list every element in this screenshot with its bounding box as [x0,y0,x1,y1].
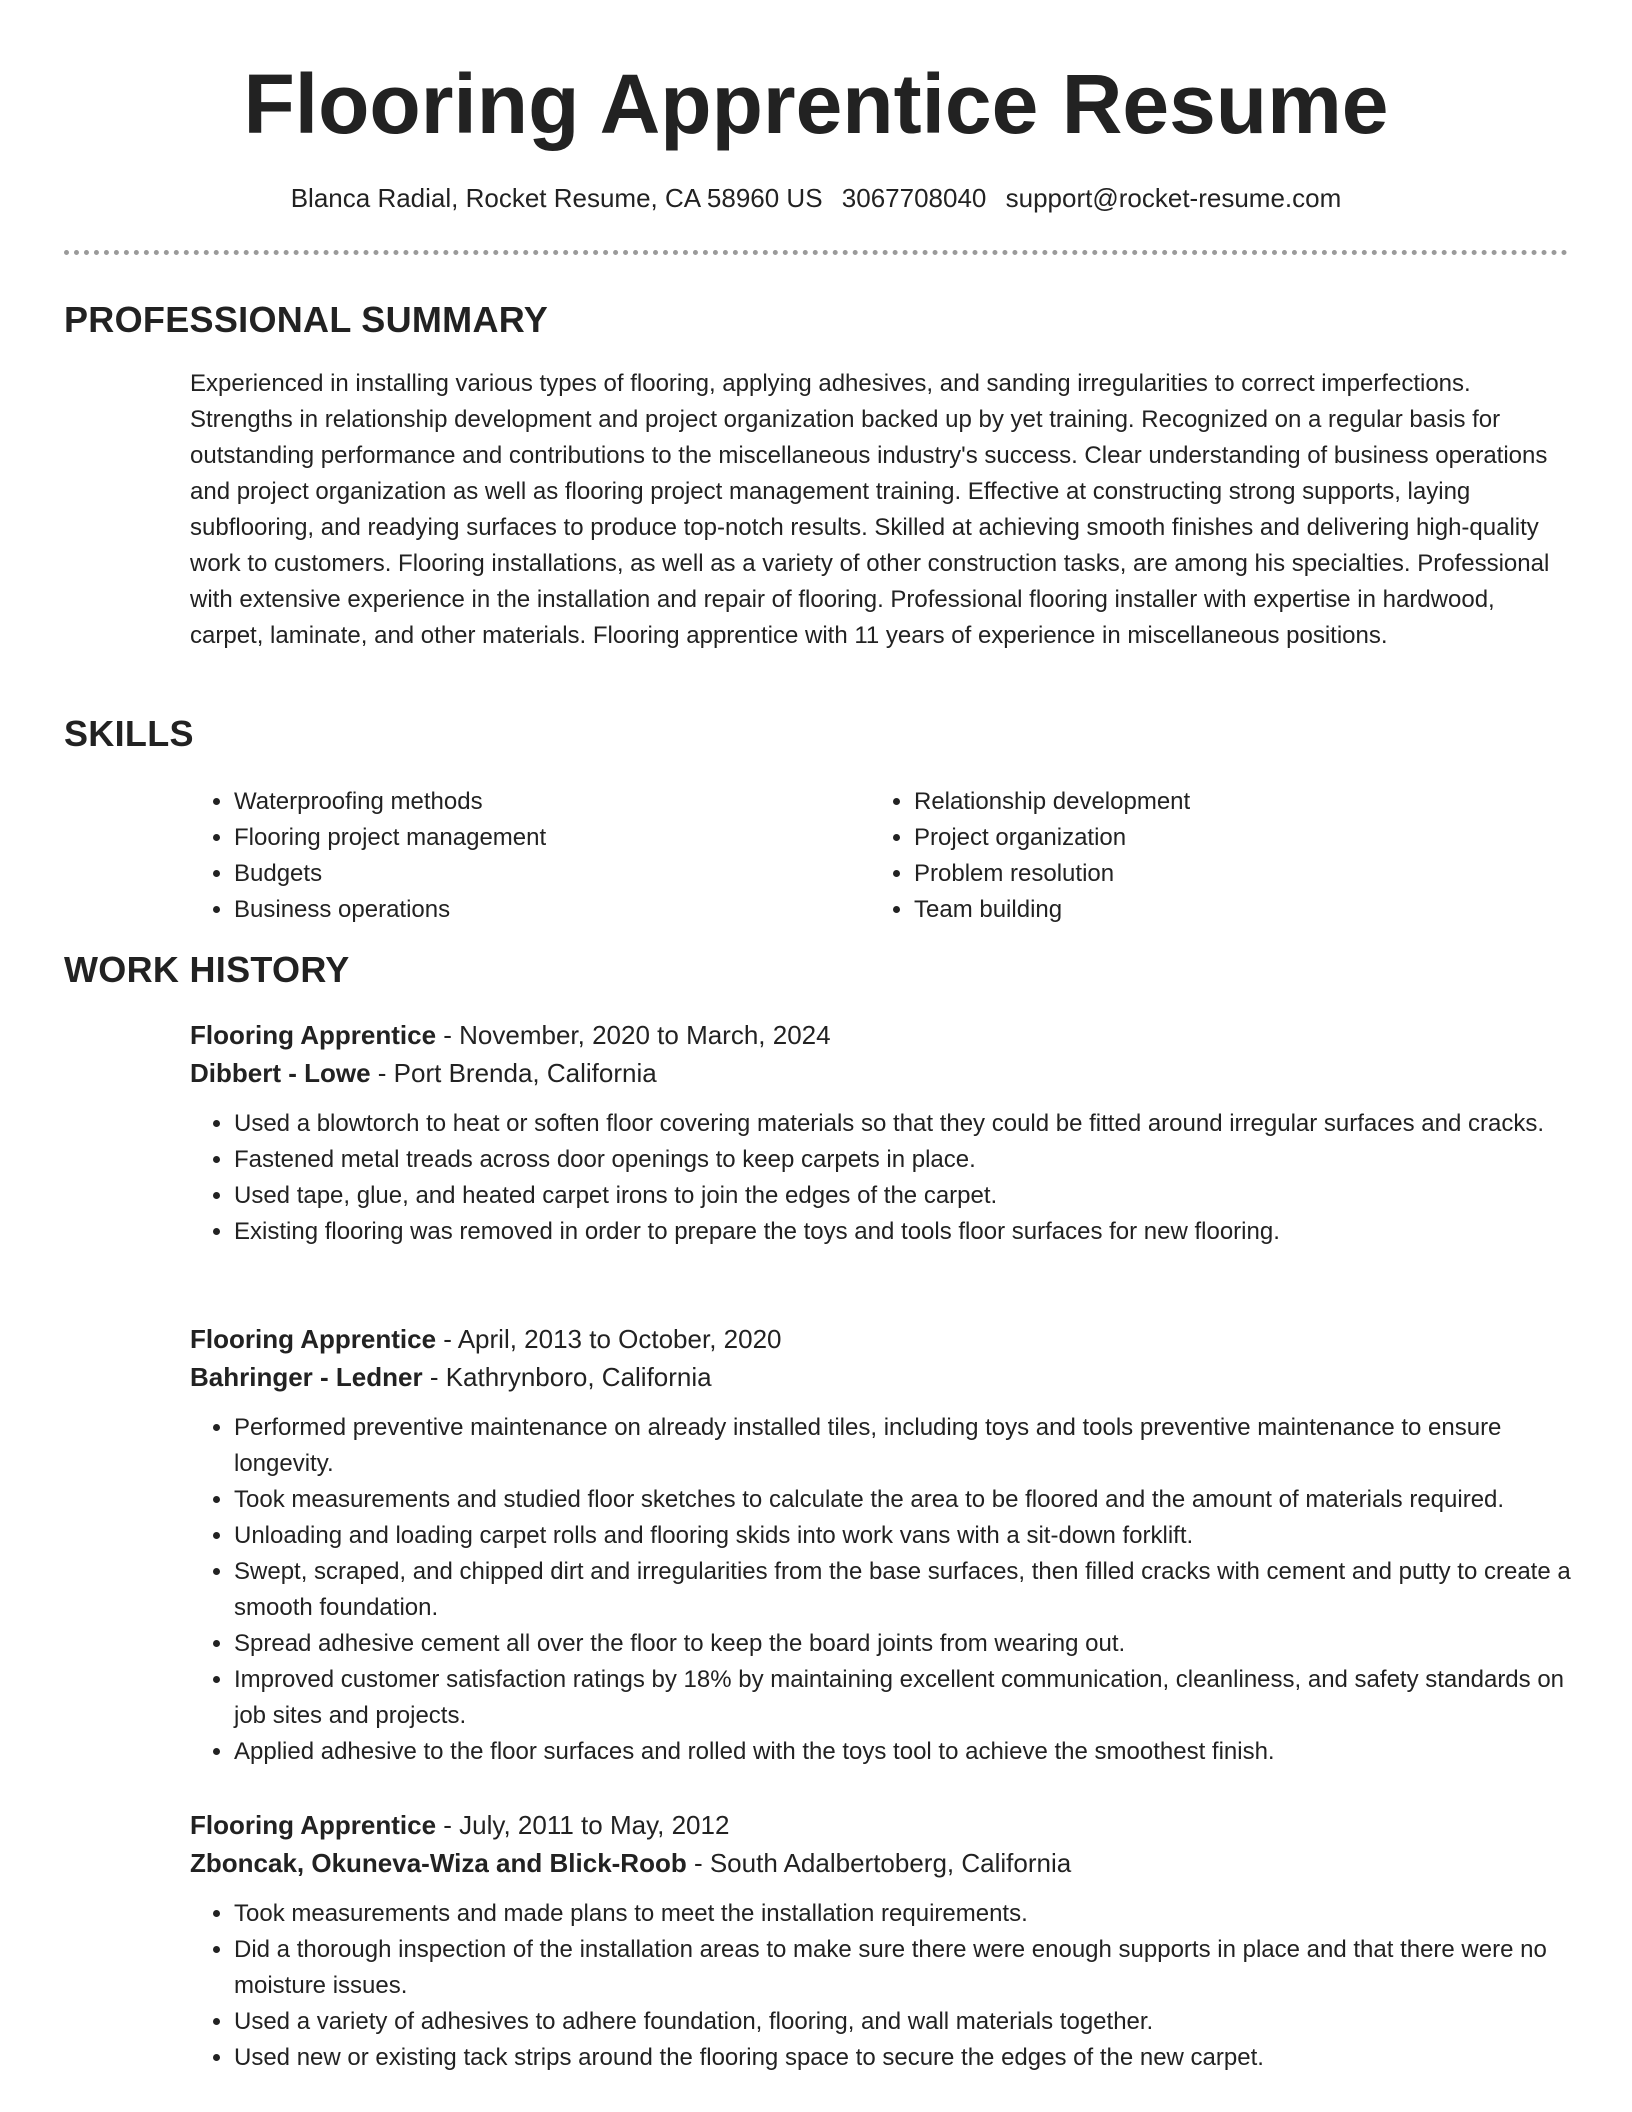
job-role-line [190,1016,1580,1054]
skill-item: • Problem resolution [914,856,1510,892]
skill-item: • Waterproofing methods [234,784,830,820]
job-bullets [190,1410,1580,1770]
job-role: Flooring Apprentice [190,1324,437,1354]
job-role-line [190,1320,1580,1358]
dotted-divider [64,250,1568,255]
skill-item: • Business operations [234,892,830,928]
contact-line [0,180,1632,216]
job-bullets [190,1106,1580,1250]
job-role: Flooring Apprentice [190,1810,437,1840]
job-entry [190,1016,1580,1250]
section-title-summary: PROFESSIONAL SUMMARY [64,299,549,340]
job-bullet: • Did a thorough inspection of the installation areas to make sure there were enough supports in place and that there were no moisture issues. [234,1932,1580,2004]
job-company-line [190,1358,1580,1396]
section-title-skills: SKILLS [64,713,194,754]
job-bullet: • Performed preventive maintenance on already installed tiles, including toys and tools preventive maintenance to ensure longevity. [234,1410,1580,1482]
job-role-line [190,1806,1580,1844]
job-company-line [190,1054,1580,1092]
job-company: Zboncak, Okuneva-Wiza and Blick-Roob [190,1848,687,1878]
job-bullet: • Used a blowtorch to heat or soften floor covering materials so that they could be fitted around irregular surfaces and cracks. [234,1106,1580,1142]
contact-email: support@rocket-resume.com [1005,183,1342,213]
summary-text: Experienced in installing various types of flooring, applying adhesives, and sanding irregularities to correct imperfections. Strengths in relationship development and project organization backed up by yet training. Recognized on a regular basis for outstanding performance and contributions to the miscellaneous industry's success. Clear understanding of business operations and project organization as well as flooring project management training. Effective at constructing strong supports, laying subflooring, and readying surfaces to produce top-notch results. Skilled at achieving smooth finishes and delivering high-quality work to customers. Flooring installations, as well as a variety of other construction tasks, are among his specialties. Professional with extensive experience in the installation and repair of flooring. Professional flooring installer with expertise in hardwood, carpet, laminate, and other materials. Flooring apprentice with 11 years of experience in miscellaneous positions. [190,370,1550,649]
job-company: Dibbert - Lowe [190,1058,371,1088]
contact-phone: 3067708040 [841,183,987,213]
job-bullet: • Used a variety of adhesives to adhere foundation, flooring, and wall materials together. [234,2004,1580,2040]
job-location: - Port Brenda, California [370,1058,657,1088]
job-bullet: • Took measurements and studied floor sketches to calculate the area to be floored and the amount of materials required. [234,1482,1580,1518]
skill-item: • Budgets [234,856,830,892]
job-entry [190,1320,1580,1770]
job-role: Flooring Apprentice [190,1020,437,1050]
job-bullet: • Used new or existing tack strips around the flooring space to secure the edges of the new carpet. [234,2040,1580,2076]
job-bullet: • Used tape, glue, and heated carpet irons to join the edges of the carpet. [234,1178,1580,1214]
job-company-line [190,1844,1580,1882]
skills-column-left [190,784,830,928]
job-bullet: • Spread adhesive cement all over the floor to keep the board joints from wearing out. [234,1626,1580,1662]
job-bullet: • Improved customer satisfaction ratings by 18% by maintaining excellent communication, cleanliness, and safety standards on job sites and projects. [234,1662,1580,1734]
skill-item: • Relationship development [914,784,1510,820]
contact-address: Blanca Radial, Rocket Resume, CA 58960 US [290,183,823,213]
section-title-work-history: WORK HISTORY [64,949,350,990]
skill-item: • Team building [914,892,1510,928]
job-bullet: • Applied adhesive to the floor surfaces and rolled with the toys tool to achieve the smoothest finish. [234,1734,1580,1770]
job-dates: - November, 2020 to March, 2024 [436,1020,831,1050]
job-bullet: • Swept, scraped, and chipped dirt and irregularities from the base surfaces, then filled cracks with cement and putty to create a smooth foundation. [234,1554,1580,1626]
job-bullets [190,1896,1580,2076]
skills-list-right [870,784,1510,928]
job-location: - Kathrynboro, California [422,1362,712,1392]
skill-item: • Project organization [914,820,1510,856]
job-location: - South Adalbertoberg, California [686,1848,1072,1878]
page-title: Flooring Apprentice Resume [243,57,1389,151]
job-company: Bahringer - Ledner [190,1362,423,1392]
job-bullet: • Unloading and loading carpet rolls and flooring skids into work vans with a sit-down forklift. [234,1518,1580,1554]
job-bullet: • Took measurements and made plans to meet the installation requirements. [234,1896,1580,1932]
skills-list-left [190,784,830,928]
job-dates: - July, 2011 to May, 2012 [436,1810,730,1840]
job-bullet: • Fastened metal treads across door openings to keep carpets in place. [234,1142,1580,1178]
job-bullet: • Existing flooring was removed in order to prepare the toys and tools floor surfaces for new flooring. [234,1214,1580,1250]
job-entry [190,1806,1580,2076]
skills-column-right [870,784,1510,928]
job-dates: - April, 2013 to October, 2020 [436,1324,782,1354]
skill-item: • Flooring project management [234,820,830,856]
